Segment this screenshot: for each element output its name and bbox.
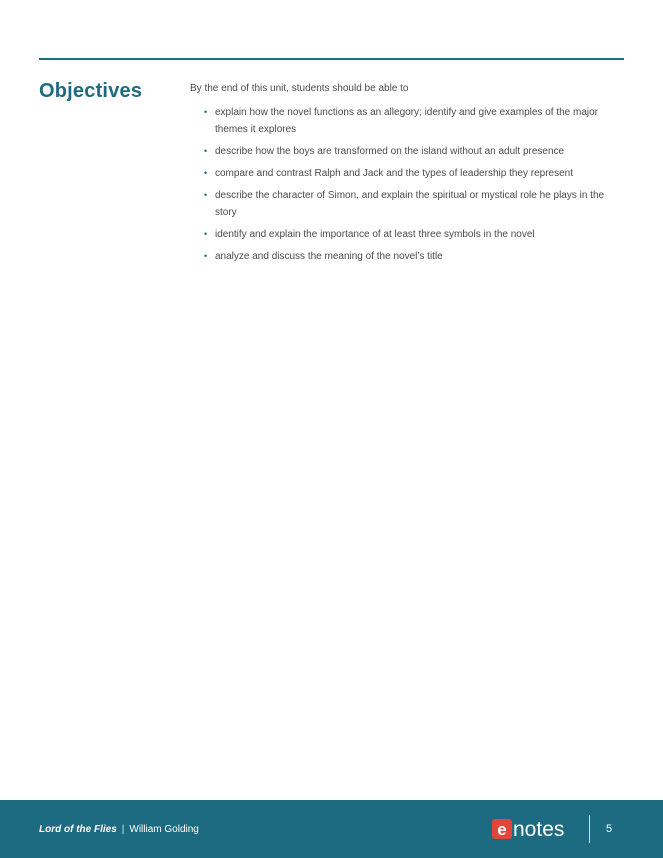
list-item-text: describe how the boys are transformed on the island without an adult presence <box>215 146 565 157</box>
list-item-text: analyze and discuss the meaning of the novel’s title <box>215 251 443 262</box>
section-heading: Objectives <box>39 80 143 102</box>
list-item <box>190 104 620 138</box>
list-item-text: compare and contrast Ralph and Jack and the types of leadership they represent <box>215 168 573 179</box>
bullet-icon: • <box>204 251 208 261</box>
book-title: Lord of the Flies <box>39 824 117 835</box>
list-item <box>190 226 620 243</box>
page-footer <box>0 800 663 858</box>
list-item <box>190 165 620 182</box>
list-item <box>190 187 620 221</box>
list-item-text: describe the character of Simon, and explain the spiritual or mystical role he plays in the story <box>215 190 605 218</box>
bullet-icon: • <box>204 190 208 200</box>
bullet-icon: • <box>204 168 208 178</box>
objectives-content <box>190 81 620 270</box>
objectives-list <box>190 104 620 265</box>
page-number: 5 <box>606 823 613 835</box>
list-item-text: explain how the novel functions as an allegory; identify and give examples of the major themes it explores <box>215 107 599 135</box>
bullet-icon: • <box>204 229 208 239</box>
intro-text: By the end of this unit, students should be able to <box>190 83 409 94</box>
list-item <box>190 143 620 160</box>
enotes-logo-icon: e <box>492 819 512 839</box>
footer-divider <box>589 815 590 843</box>
enotes-logo[interactable] <box>492 818 564 840</box>
bullet-icon: • <box>204 107 208 117</box>
footer-title <box>39 824 199 835</box>
top-divider <box>39 58 624 60</box>
list-item <box>190 248 620 265</box>
enotes-logo-wordmark: notes <box>513 817 565 841</box>
footer-separator: | <box>121 824 125 835</box>
author-name: William Golding <box>129 824 199 835</box>
list-item-text: identify and explain the importance of at least three symbols in the novel <box>215 229 535 240</box>
bullet-icon: • <box>204 146 208 156</box>
